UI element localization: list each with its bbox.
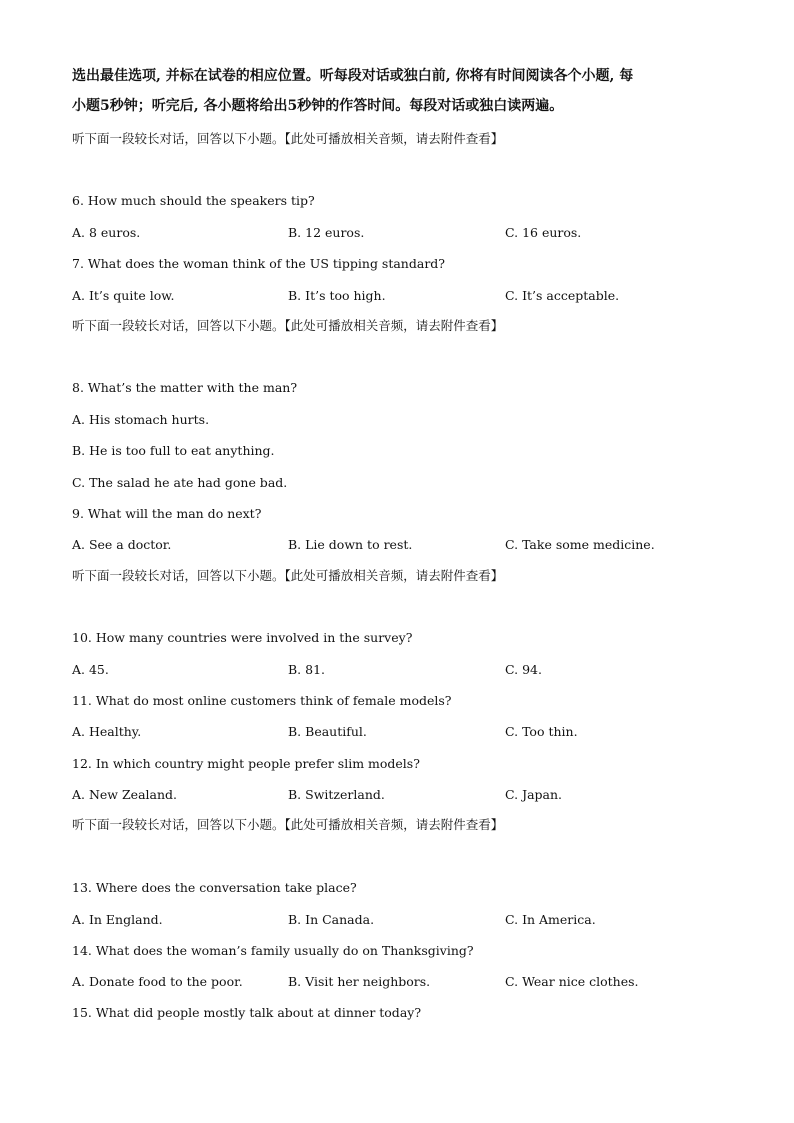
option-12c: C. Japan. <box>505 787 563 802</box>
option-9c: C. Take some medicine. <box>505 537 655 552</box>
option-6c: C. 16 euros. <box>505 225 582 240</box>
question-14: 14. What does the woman’s family usually do on Thanksgiving? <box>72 943 474 958</box>
question-11: 11. What do most online customers think of female models? <box>72 693 452 708</box>
option-8b: B. He is too full to eat anything. <box>72 443 275 458</box>
option-8c: C. The salad he ate had gone bad. <box>72 475 288 490</box>
option-9a: A. See a doctor. <box>72 537 172 552</box>
option-11b: B. Beautiful. <box>288 724 367 739</box>
option-11c: C. Too thin. <box>505 724 578 739</box>
audio-note: 听下面一段较长对话，回答以下小题。【此处可播放相关音频，请去附件查看】 <box>72 568 504 583</box>
option-11a: A. Healthy. <box>72 724 142 739</box>
audio-note: 听下面一段较长对话，回答以下小题。【此处可播放相关音频，请去附件查看】 <box>72 318 504 333</box>
option-6b: B. 12 euros. <box>288 225 365 240</box>
question-10: 10. How many countries were involved in the survey? <box>72 630 413 645</box>
question-9: 9. What will the man do next? <box>72 506 262 521</box>
audio-note: 听下面一段较长对话，回答以下小题。【此处可播放相关音频，请去附件查看】 <box>72 817 504 832</box>
question-13: 13. Where does the conversation take place? <box>72 880 357 895</box>
question-6: 6. How much should the speakers tip? <box>72 193 315 208</box>
instruction-line-1: 选出最佳选项, 并标在试卷的相应位置。听每段对话或独白前, 你将有时间阅读各个小题, 每 <box>72 68 634 84</box>
option-9b: B. Lie down to rest. <box>288 537 413 552</box>
option-13a: A. In England. <box>72 912 163 927</box>
option-7c: C. It’s acceptable. <box>505 288 620 303</box>
option-12b: B. Switzerland. <box>288 787 385 802</box>
instruction-line-2: 小题5秒钟；听完后, 各小题将给出5秒钟的作答时间。每段对话或独白读两遍。 <box>72 98 564 114</box>
question-15: 15. What did people mostly talk about at dinner today? <box>72 1005 422 1020</box>
option-14b: B. Visit her neighbors. <box>288 974 431 989</box>
option-14c: C. Wear nice clothes. <box>505 974 639 989</box>
option-10a: A. 45. <box>72 662 109 677</box>
option-13c: C. In America. <box>505 912 596 927</box>
option-7a: A. It’s quite low. <box>72 288 175 303</box>
option-7b: B. It’s too high. <box>288 288 386 303</box>
option-10b: B. 81. <box>288 662 326 677</box>
audio-note: 听下面一段较长对话，回答以下小题。【此处可播放相关音频，请去附件查看】 <box>72 131 504 146</box>
option-13b: B. In Canada. <box>288 912 375 927</box>
question-7: 7. What does the woman think of the US tipping standard? <box>72 256 445 271</box>
option-8a: A. His stomach hurts. <box>72 412 210 427</box>
question-8: 8. What’s the matter with the man? <box>72 380 298 395</box>
question-12: 12. In which country might people prefer slim models? <box>72 756 420 771</box>
option-14a: A. Donate food to the poor. <box>72 974 243 989</box>
option-12a: A. New Zealand. <box>72 787 177 802</box>
option-10c: C. 94. <box>505 662 542 677</box>
option-6a: A. 8 euros. <box>72 225 141 240</box>
